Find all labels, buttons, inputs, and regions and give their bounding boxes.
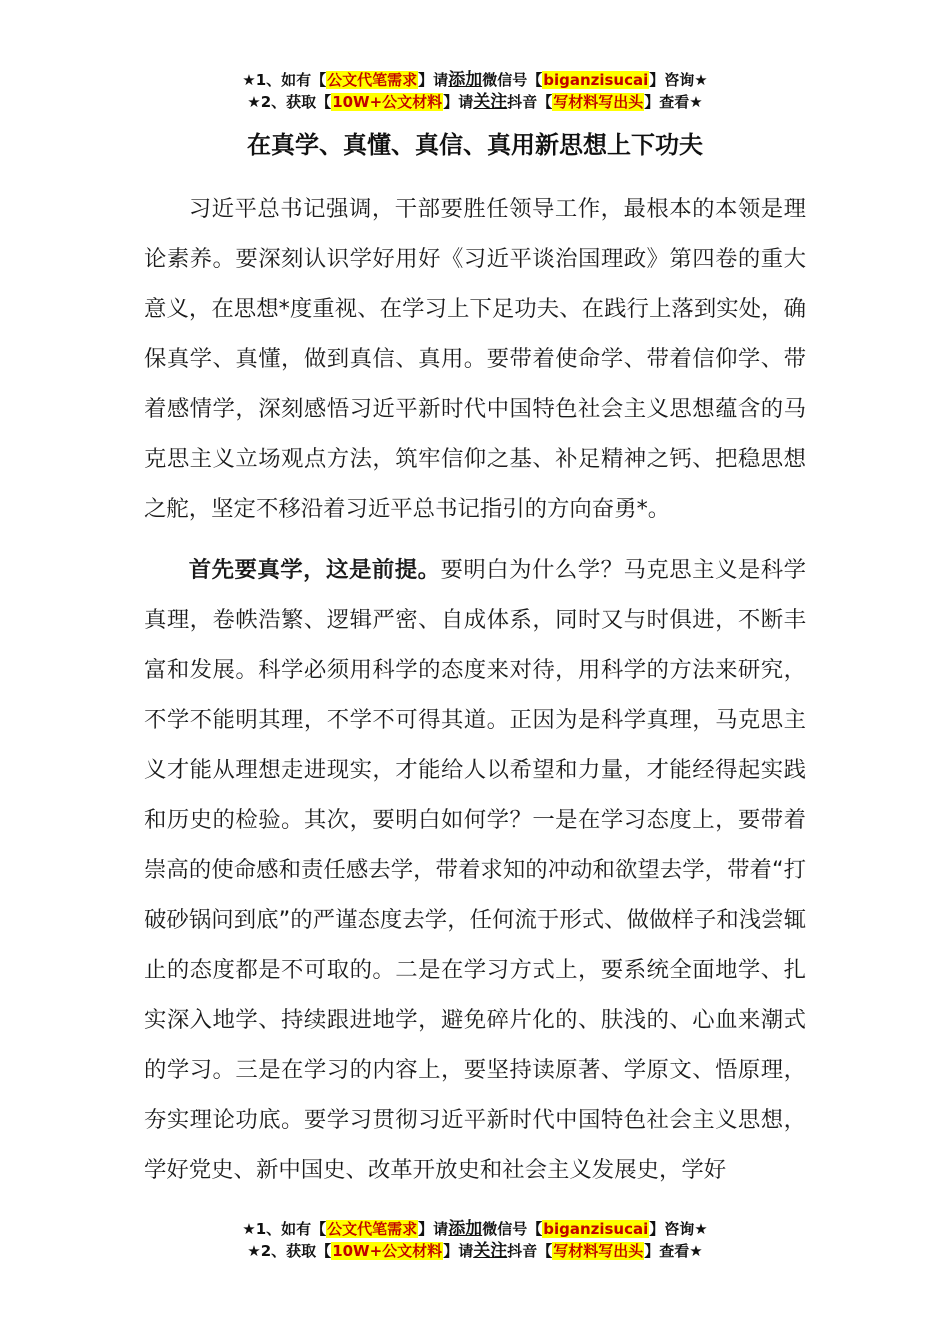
promo-text: 抖音【: [507, 93, 553, 111]
body-paragraph-2: [144, 545, 806, 1195]
paragraph-text: 习近平总书记强调，干部要胜任领导工作，最根本的本领是理论素养。要深刻认识学好用好《习近平谈治国理政》第四卷的重大意义，在思想*度重视、在学习上下足功夫、在践行上落到实处，确保真学、真懂，做到真信、真用。要带着使命学、带着信仰学、带着感情学，深刻感悟习近平新时代中国特色社会主义思想蕴含的马克思主义立场观点方法，筑牢信仰之基、补足精神之钙、把稳思想之舵，坚定不移沿着习近平总书记指引的方向奋勇*。: [144, 196, 806, 522]
promo-highlight: 10W+公文材料: [332, 1242, 443, 1260]
promo-text: ★2、获取【: [247, 93, 332, 111]
wechat-id-highlight: biganzisucai: [543, 71, 649, 89]
promo-highlight: 公文代笔需求: [327, 71, 418, 89]
promo-emphasis: 添加: [448, 70, 483, 90]
promo-text: ★1、如有【: [242, 1220, 327, 1238]
promo-highlight: 公文代笔需求: [327, 1220, 418, 1238]
wechat-id-highlight: biganzisucai: [543, 1220, 649, 1238]
promo-line-1: [0, 69, 950, 91]
promo-emphasis: 添加: [448, 1219, 483, 1239]
promo-text: 微信号【: [482, 1220, 543, 1238]
paragraph-body: 要明白为什么学？马克思主义是科学真理，卷帙浩繁、逻辑严密、自成体系，同时又与时俱进，不断丰富和发展。科学必须用科学的态度来对待，用科学的方法来研究，不学不能明其理，不学不可得其道。正因为是科学真理，马克思主义才能从理想走进现实，才能给人以希望和力量，才能经得起实践和历史的检验。其次，要明白如何学？一是在学习态度上，要带着崇高的使命感和责任感去学，带着求知的冲动和欲望去学，带着“打破砂锅问到底”的严谨态度去学，任何流于形式、做做样子和浅尝辄止的态度都是不可取的。二是在学习方式上，要系统全面地学、扎实深入地学、持续跟进地学，避免碎片化的、肤浅的、心血来潮式的学习。三是在学习的内容上，要坚持读原著、学原文、悟原理，夯实理论功底。要学习贯彻习近平新时代中国特色社会主义思想，学好党史、新中国史、改革开放史和社会主义发展史，学好: [144, 557, 807, 1183]
promo-text: 】查看★: [644, 93, 703, 111]
promo-highlight: 10W+公文材料: [332, 93, 443, 111]
body-paragraph-1: [144, 184, 806, 534]
promo-text: 】请: [443, 93, 474, 111]
paragraph-lead: 首先要真学，这是前提。: [188, 557, 441, 583]
promo-text: 】请: [418, 71, 449, 89]
douyin-id-highlight: 写材料写出头: [553, 93, 644, 111]
promo-text: 】咨询★: [649, 71, 708, 89]
promo-text: 】请: [443, 1242, 474, 1260]
promo-text: ★2、获取【: [247, 1242, 332, 1260]
document-title: 在真学、真懂、真信、真用新思想上下功夫: [247, 131, 703, 159]
promo-text: 抖音【: [507, 1242, 553, 1260]
promo-footer: [0, 1218, 950, 1262]
promo-line-2: [0, 91, 950, 113]
promo-emphasis: 关注: [473, 92, 508, 112]
promo-line-2: [0, 1240, 950, 1262]
promo-text: 】咨询★: [649, 1220, 708, 1238]
promo-text: 】查看★: [644, 1242, 703, 1260]
paragraph-text: [144, 545, 806, 1195]
promo-emphasis: 关注: [473, 1241, 508, 1261]
promo-text: 微信号【: [482, 71, 543, 89]
promo-text: ★1、如有【: [242, 71, 327, 89]
promo-header: [0, 69, 950, 113]
douyin-id-highlight: 写材料写出头: [553, 1242, 644, 1260]
promo-line-1: [0, 1218, 950, 1240]
promo-text: 】请: [418, 1220, 449, 1238]
